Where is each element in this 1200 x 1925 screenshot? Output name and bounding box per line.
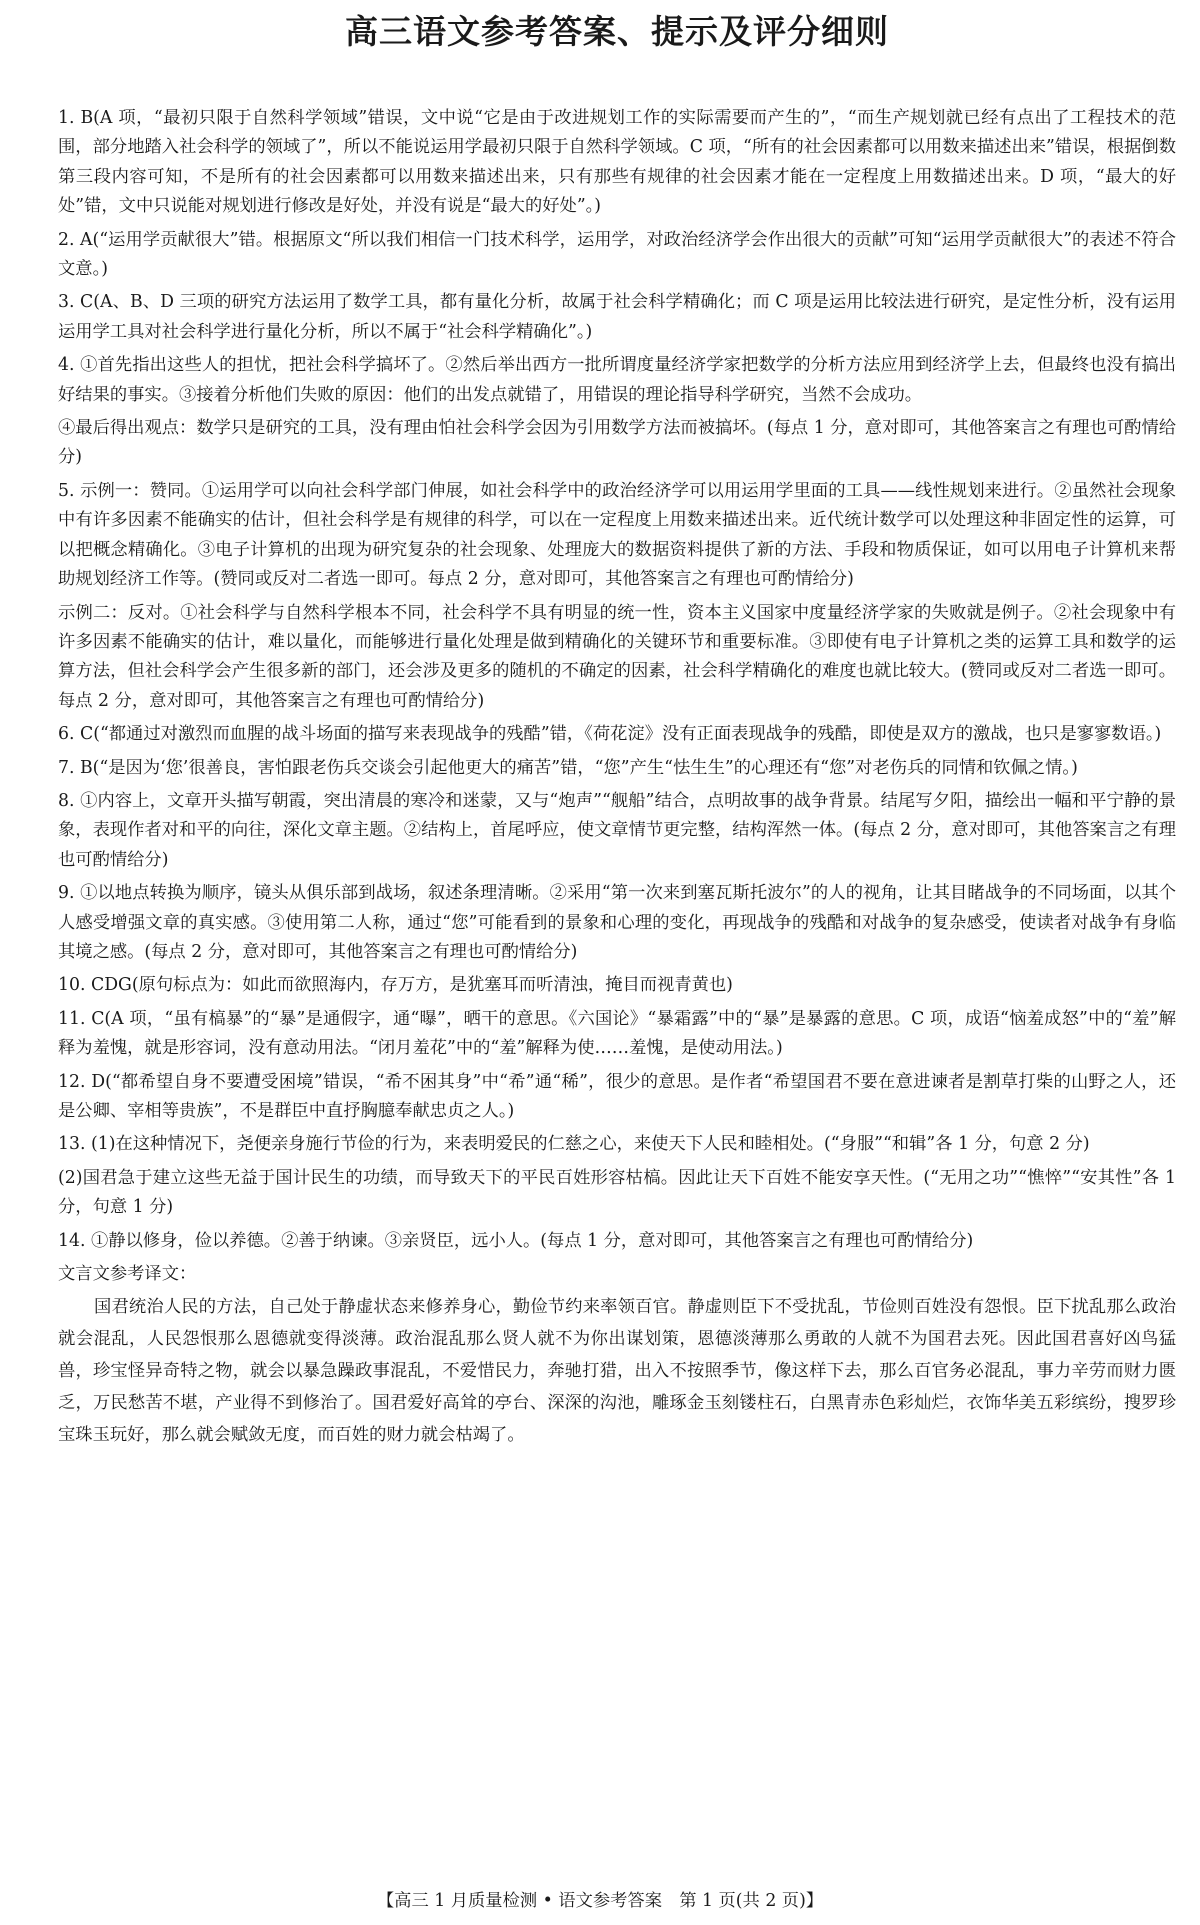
answer-5-example-1: 5. 示例一：赞同。①运用学可以向社会科学部门伸展，如社会科学中的政治经济学可以用运用学里面的工具——线性规划来进行。②虽然社会现象中有许多因素不能确实的估计，但社会科学是有规律的科学，可以在一定程度上用数来描述出来。近代统计数学可以处理这种非固定性的运算，可以把概念精确化。③电子计算机的出现为研究复杂的社会现象、处理庞大的数据资料提供了新的方法、手段和物质保证，如可以用电子计算机来帮助规划经济工作等。(赞同或反对二者选一即可。每点 2 分，意对即可，其他答案言之有理也可酌情给分) [58,480,1176,590]
answer-13-1: 13. (1)在这种情况下，尧便亲身施行节俭的行为，来表明爱民的仁慈之心，来使天下人民和睦相处。(“身服”“和辑”各 1 分，句意 2 分) [58,1134,1090,1155]
page-title: 高三语文参考答案、提示及评分细则 [345,12,889,51]
answer-8: 8. ①内容上，文章开头描写朝霞，突出清晨的寒冷和迷蒙，又与“炮声”“舰船”结合，点明故事的战争背景。结尾写夕阳，描绘出一幅和平宁静的景象，表现作者对和平的向往，深化文章主题。②结构上，首尾呼应，使文章情节更完整，结构浑然一体。(每点 2 分，意对即可，其他答案言之有理也可酌情给分) [58,790,1176,870]
answer-9: 9. ①以地点转换为顺序，镜头从俱乐部到战场，叙述条理清晰。②采用“第一次来到塞瓦斯托波尔”的人的视角，让其目睹战争的不同场面，以其个人感受增强文章的真实感。③使用第二人称，通过“您”可能看到的景象和心理的变化，再现战争的残酷和对战争的复杂感受，使读者对战争有身临其境之感。(每点 2 分，意对即可，其他答案言之有理也可酌情给分) [58,883,1176,962]
answer-3: 3. C(A、B、D 三项的研究方法运用了数学工具，都有量化分析，故属于社会科学精确化；而 C 项是运用比较法进行研究，是定性分析，没有运用运用学工具对社会科学进行量化分析，所以不属于“社会科学精确化”。) [58,292,1176,342]
answer-1: 1. B(A 项，“最初只限于自然科学领域”错误，文中说“它是由于改进规划工作的实际需要而产生的”，“而生产规划就已经有点出了工程技术的范围，部分地踏入社会科学的领域了”，所以不能说运用学最初只限于自然科学领域。C 项，“所有的社会因素都可以用数来描述出来”错误，根据倒数第三段内容可知，不是所有的社会因素都可以用数来描述出来，只有那些有规律的社会因素才能在一定程度上用数描述出来。D 项，“最大的好处”错，文中只说能对规划进行修改是好处，并没有说是“最大的好处”。) [58,108,1176,217]
answer-2: 2. A(“运用学贡献很大”错。根据原文“所以我们相信一门技术科学，运用学，对政治经济学会作出很大的贡献”可知“运用学贡献很大”的表述不符合文意。) [58,229,1176,280]
answer-12: 12. D(“都希望自身不要遭受困境”错误，“希不困其身”中“希”通“稀”，很少的意思。是作者“希望国君不要在意进谏者是割草打柴的山野之人，还是公卿、宰相等贵族”，不是群臣中直抒胸臆奉献忠贞之人。) [58,1071,1176,1121]
translation-heading: 文言文参考译文： [58,1264,197,1285]
answer-13-2: (2)国君急于建立这些无益于国计民生的功绩，而导致天下的平民百姓形容枯槁。因此让天下百姓不能安享天性。(“无用之功”“憔悴”“安其性”各 1 分，句意 1 分) [58,1167,1176,1218]
answer-5-example-2: 示例二：反对。①社会科学与自然科学根本不同，社会科学不具有明显的统一性，资本主义国家中度量经济学家的失败就是例子。②社会现象中有许多因素不能确实的估计，难以量化，而能够进行量化处理是做到精确化的关键环节和重要标准。③即使有电子计算机之类的运算工具和数学的运算方法，但社会科学会产生很多新的部门，还会涉及更多的随机的不确定的因素，社会科学精确化的难度也就比较大。(赞同或反对二者选一即可。每点 2 分，意对即可，其他答案言之有理也可酌情给分) [58,602,1176,711]
answer-6: 6. C(“都通过对激烈而血腥的战斗场面的描写来表现战争的残酷”错，《荷花淀》没有正面表现战争的残酷，即使是双方的激战，也只是寥寥数语。) [58,724,1162,745]
answer-14: 14. ①静以修身，俭以养德。②善于纳谏。③亲贤臣，远小人。(每点 1 分，意对即可，其他答案言之有理也可酌情给分) [58,1230,974,1251]
translation-text: 国君统治人民的方法，自己处于静虚状态来修养身心，勤俭节约来率领百官。静虚则臣下不受扰乱，节俭则百姓没有怨恨。臣下扰乱那么政治就会混乱，人民怨恨那么恩德就变得淡薄。政治混乱那么贤人就不为你出谋划策，恩德淡薄那么勇敢的人就不为国君去死。因此国君喜好凶鸟猛兽，珍宝怪异奇特之物，就会以暴急躁政事混乱，不爱惜民力，奔驰打猎，出入不按照季节，像这样下去，那么百官务必混乱，事力辛劳而财力匮乏，万民愁苦不堪，产业得不到修治了。国君爱好高耸的亭台、深深的沟池，雕琢金玉刻镂柱石，白黑青赤色彩灿烂，衣饰华美五彩缤纷，搜罗珍宝珠玉玩好，那么就会赋敛无度，而百姓的财力就会枯竭了。 [58,1297,1176,1446]
answer-11: 11. C(A 项，“虽有槁暴”的“暴”是通假字，通“曝”，晒干的意思。《六国论》“暴霜露”中的“暴”是暴露的意思。C 项，成语“恼羞成怒”中的“羞”解释为羞愧，就是形容词，没有意动用法。“闭月羞花”中的“羞”解释为使……羞愧，是使动用法。) [58,1008,1176,1059]
page-footer: 【高三 1 月质量检测 • 语文参考答案 第 1 页(共 2 页)】 [376,1891,824,1911]
answer-10: 10. CDG(原句标点为：如此而欲照海内，存万方，是犹塞耳而听清浊，掩目而视青黄也) [58,975,733,996]
answers-list [58,104,1176,1256]
answer-4: 4. ①首先指出这些人的担忧，把社会科学搞坏了。②然后举出西方一批所谓度量经济学家把数学的分析方法应用到经济学上去，但最终也没有搞出好结果的事实。③接着分析他们失败的原因：他们的出发点就错了，用错误的理论指导科学研究，当然不会成功。 [58,355,1176,405]
answer-7: 7. B(“是因为‘您’很善良，害怕跟老伤兵交谈会引起他更大的痛苦”错，“您”产生“怯生生”的心理还有“您”对老伤兵的同情和钦佩之情。) [58,757,1078,778]
answer-4-continued: ④最后得出观点：数学只是研究的工具，没有理由怕社会科学会因为引用数学方法而被搞坏。(每点 1 分，意对即可，其他答案言之有理也可酌情给分) [58,418,1176,468]
